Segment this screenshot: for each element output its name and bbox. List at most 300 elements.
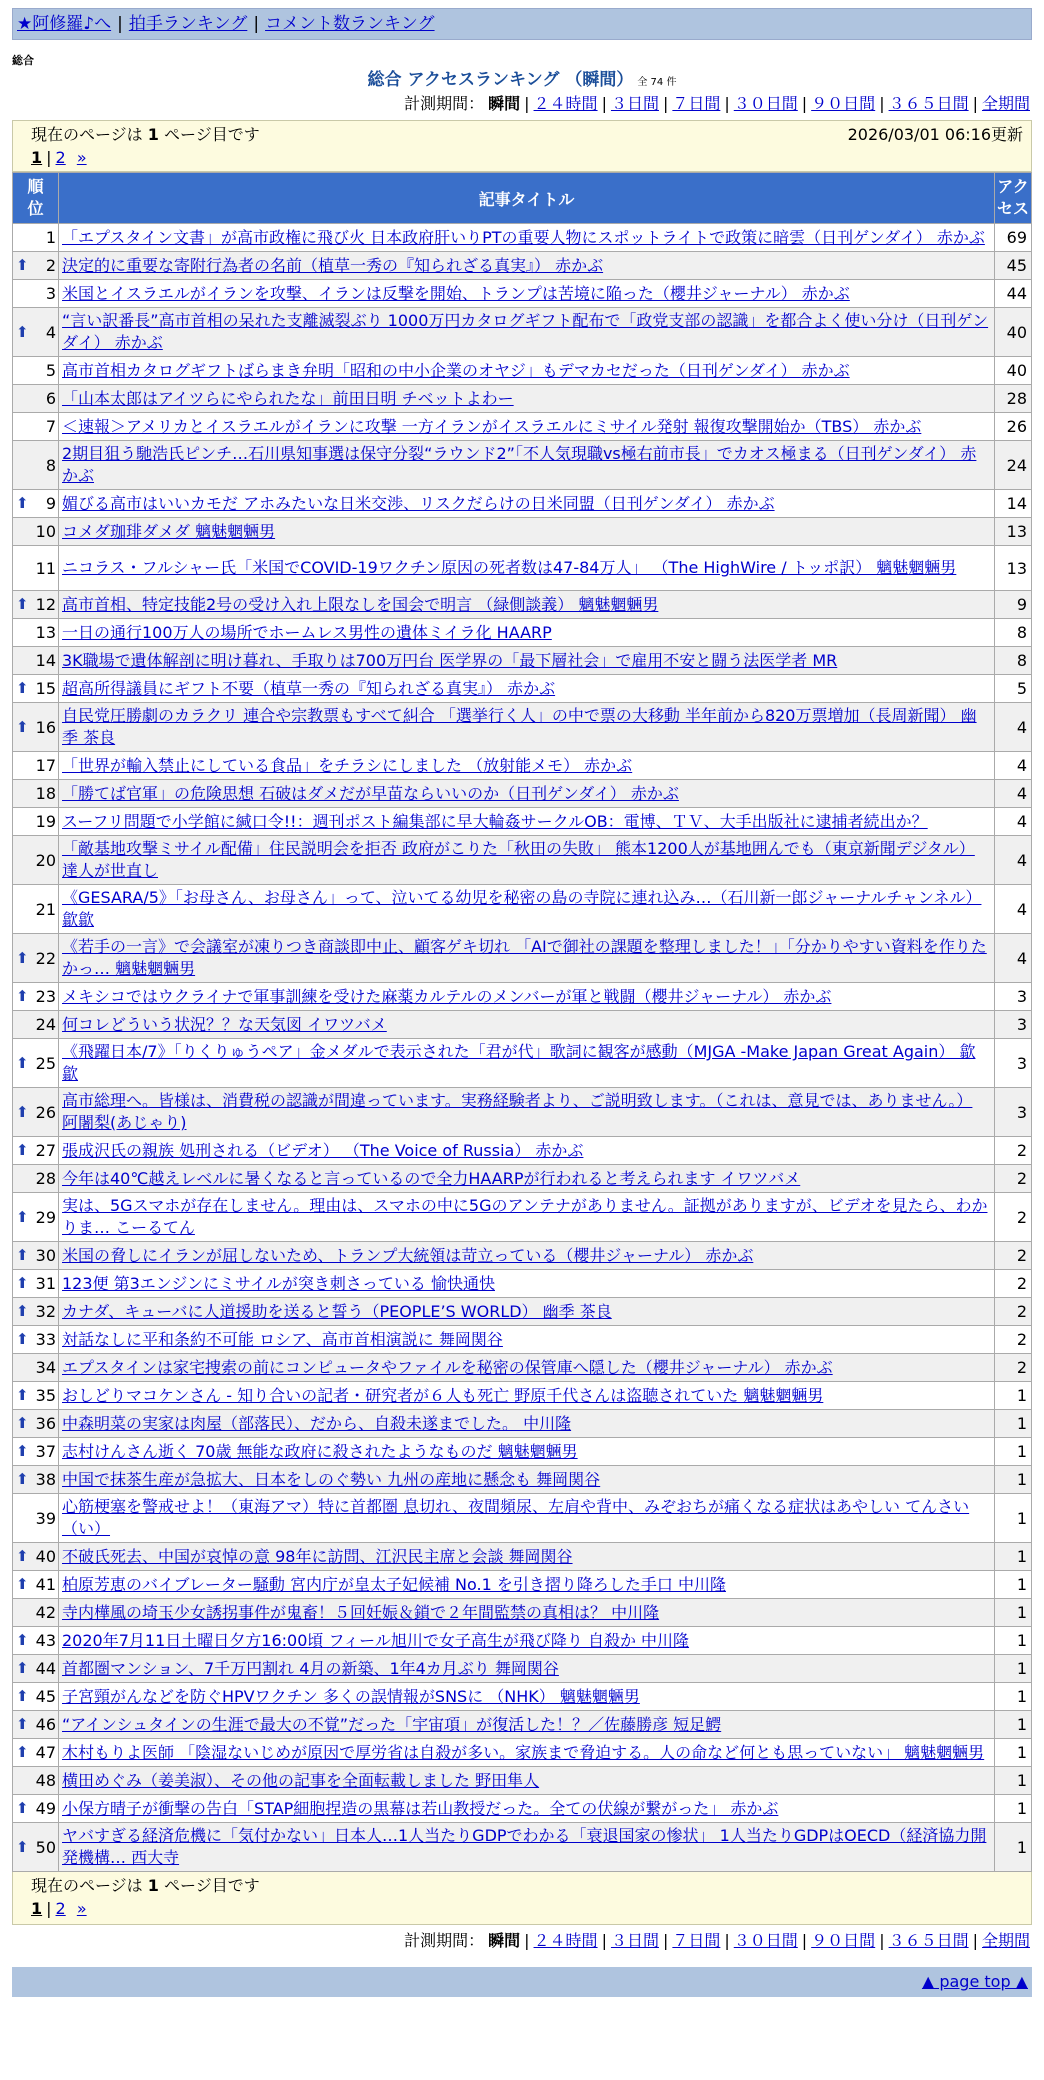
rank-number: 12 [35, 595, 56, 614]
rank-cell [13, 1795, 59, 1823]
access-count: 4 [995, 780, 1032, 808]
article-link[interactable]: エプスタインは家宅捜索の前にコンピュータやファイルを秘密の保管庫へ隠した（櫻井ジャーナル） 赤かぶ [62, 1357, 833, 1377]
ranking-table [12, 172, 1032, 1872]
up-arrow-icon: ⬆ [16, 1715, 29, 1733]
page-title-row [12, 68, 1032, 92]
rank-number: 46 [35, 1715, 56, 1734]
table-row [13, 1242, 1032, 1270]
table-row [13, 1088, 1032, 1137]
rank-cell [13, 1823, 59, 1872]
rank-cell [13, 1571, 59, 1599]
article-link[interactable]: 高市首相カタログギフトばらまき弁明「昭和の中小企業のオヤジ」もデマカセだった（日刊ゲンダイ） 赤かぶ [62, 360, 850, 380]
article-link[interactable]: 高市首相、特定技能2号の受け入れ上限なしを国会で明言 （緑側談義） 魑魅魍魎男 [62, 594, 659, 614]
period-link[interactable]: ３０日間 [733, 94, 798, 113]
table-row [13, 808, 1032, 836]
period-separator: | [972, 94, 978, 113]
up-arrow-icon: ⬆ [16, 1141, 29, 1159]
rank-number: 45 [35, 1687, 56, 1706]
article-link[interactable]: メキシコではウクライナで軍事訓練を受けた麻薬カルテルのメンバーが軍と戦闘（櫻井ジャーナル） 赤かぶ [62, 986, 832, 1006]
rank-cell [13, 675, 59, 703]
title-cell [59, 780, 995, 808]
rank-cell [13, 808, 59, 836]
rank-cell [13, 1193, 59, 1242]
access-count: 2 [995, 1165, 1032, 1193]
article-link[interactable]: 2期目狙う馳浩氏ピンチ…石川県知事選は保守分裂“ラウンド2”「不人気現職vs極右前市長」でカオス極まる（日刊ゲンダイ） 赤かぶ [62, 444, 977, 485]
period-separator: | [662, 1931, 669, 1950]
up-arrow-icon: ⬆ [16, 1799, 29, 1817]
rank-cell [13, 885, 59, 934]
article-link[interactable]: 媚びる高市はいいカモだ アホみたいな日米交渉、リスクだらけの日米同盟（日刊ゲンダイ） 赤かぶ [62, 493, 775, 513]
access-count: 1 [995, 1767, 1032, 1795]
table-row [13, 1466, 1032, 1494]
up-arrow-icon: ⬆ [16, 1386, 29, 1404]
rank-number: 42 [35, 1603, 56, 1622]
article-link[interactable]: 寺内樺風の埼玉少女誘拐事件が鬼畜！５回妊娠＆鎖で２年間監禁の真相は？ 中川隆 [62, 1602, 660, 1622]
access-count: 5 [995, 675, 1032, 703]
table-row [13, 1683, 1032, 1711]
period-separator: | [801, 1931, 808, 1950]
article-link[interactable]: ニコラス・フルシャー氏「米国でCOVID-19ワクチン原因の死者数は47-84万人」 （The HighWire / トッポ訳） 魑魅魍魎男 [62, 558, 957, 577]
page-2-link[interactable]: 2 [55, 1899, 66, 1918]
rank-cell [13, 836, 59, 885]
title-cell [59, 647, 995, 675]
table-row [13, 1137, 1032, 1165]
rank-number: 15 [35, 679, 56, 698]
table-row [13, 1354, 1032, 1382]
table-row [13, 1795, 1032, 1823]
article-link[interactable]: 木村もりよ医師 「陰湿ないじめが原因で厚労省は自殺が多い。家族まで脅迫する。人の命など何とも思っていない」 魑魅魍魎男 [62, 1742, 985, 1762]
rank-number: 35 [35, 1386, 56, 1405]
article-link[interactable]: 今年は40℃越えレベルに暑くなると言っているので全力HAARPが行われると考えられます イワツバメ [62, 1168, 801, 1188]
article-link[interactable]: 高市総理へ。皆様は、消費税の認識が間違っています。実務経験者より、ご説明致します。（これは、意見では、ありません。） 阿闍梨(あじゃり) [62, 1091, 973, 1132]
rank-number: 38 [35, 1470, 56, 1489]
access-count: 1 [995, 1438, 1032, 1466]
up-arrow-icon: ⬆ [16, 1207, 29, 1226]
table-row [13, 836, 1032, 885]
article-link[interactable]: 心筋梗塞を警戒せよ！（東海アマ）特に首都圏 息切れ、夜間頻尿、左肩や背中、みぞおちが痛くなる症状はあやしい てんさい（い） [62, 1497, 970, 1538]
title-cell [59, 385, 995, 413]
title-cell [59, 591, 995, 619]
title-cell [59, 1270, 995, 1298]
rank-number: 31 [35, 1274, 56, 1293]
footer-bar [12, 1967, 1032, 1997]
article-link[interactable]: 実は、5Gスマホが存在しません。理由は、スマホの中に5Gのアンテナがありません。証拠がありますが、ビデオを見たら、わかりま… こーるてん [62, 1196, 988, 1237]
rank-number: 16 [35, 717, 56, 737]
article-link[interactable]: おしどりマコケンさん - 知り合いの記者・研究者が６人も死亡 野原千代さんは盗聴されていた 魑魅魍魎男 [62, 1385, 824, 1405]
article-link[interactable]: 《飛躍日本/7》「りくりゅうペア」金メダルで表示された「君が代」歌詞に観客が感動（MJGA -Make Japan Great Again） 歙歙 [62, 1042, 976, 1083]
table-row [13, 703, 1032, 752]
table-row [13, 1494, 1032, 1543]
rank-number: 18 [35, 784, 56, 803]
access-count: 2 [995, 1354, 1032, 1382]
period-link[interactable]: ３日間 [610, 1931, 659, 1950]
rank-cell [13, 780, 59, 808]
rank-number: 34 [35, 1358, 56, 1377]
access-count: 4 [995, 934, 1032, 983]
up-arrow-icon: ⬆ [16, 1659, 29, 1677]
article-link[interactable]: 小保方晴子が衝撃の告白「STAP細胞捏造の黒幕は若山教授だった。全ての伏線が繋がった」 赤かぶ [62, 1798, 779, 1818]
article-link[interactable]: 不破氏死去、中国が哀悼の意 98年に訪問、江沢民主席と会談 舞岡関谷 [62, 1546, 573, 1566]
rank-cell [13, 280, 59, 308]
rank-number: 50 [35, 1837, 56, 1857]
access-count: 26 [995, 413, 1032, 441]
access-count: 4 [995, 885, 1032, 934]
period-link[interactable]: 全期間 [981, 1931, 1030, 1950]
home-link[interactable]: ★阿修羅♪へ [17, 14, 112, 34]
table-row [13, 1039, 1032, 1088]
rank-number: 9 [45, 494, 56, 513]
period-separator: | [879, 1931, 885, 1950]
article-count: 全 74 件 [637, 77, 677, 88]
up-arrow-icon: ⬆ [16, 1470, 29, 1488]
title-cell [59, 1823, 995, 1872]
rank-number: 47 [35, 1743, 56, 1762]
access-count: 2 [995, 1270, 1032, 1298]
table-row [13, 1438, 1032, 1466]
title-cell [59, 490, 995, 518]
breadcrumb: 総合 [12, 54, 34, 67]
article-link[interactable]: 志村けんさん逝く 70歳 無能な政府に殺されたようなものだ 魑魅魍魎男 [62, 1441, 578, 1461]
access-count: 1 [995, 1627, 1032, 1655]
article-link[interactable]: 《GESARA/5》「お母さん、お母さん」って、泣いてる幼児を秘密の島の寺院に連れ込み…（石川新一郎ジャーナルチャンネル） 歙歙 [62, 888, 982, 929]
period-link[interactable]: ９０日間 [811, 1931, 876, 1950]
rank-cell [13, 1599, 59, 1627]
article-link[interactable]: 中国で抹茶生産が急拡大、日本をしのぐ勢い 九州の産地に懸念も 舞岡関谷 [62, 1469, 601, 1489]
rank-number: 44 [35, 1659, 56, 1678]
rank-cell [13, 647, 59, 675]
title-cell [59, 1298, 995, 1326]
rank-number: 5 [45, 361, 56, 380]
period-link[interactable]: ９０日間 [811, 94, 876, 113]
table-row [13, 1382, 1032, 1410]
period-link[interactable]: ７日間 [672, 94, 721, 113]
table-row [13, 1543, 1032, 1571]
article-link[interactable]: 2020年7月11日土曜日夕方16:00頃 フィール旭川で女子高生が飛び降り 自殺か 中川隆 [62, 1630, 690, 1650]
article-link[interactable]: 子宮頸がんなどを防ぐHPVワクチン 多くの誤情報がSNSに （NHK） 魑魅魍魎男 [62, 1686, 640, 1706]
period-current: 瞬間 [488, 94, 521, 113]
up-arrow-icon: ⬆ [16, 987, 29, 1005]
page [12, 0, 1032, 1997]
period-link[interactable]: ３６５日間 [888, 1931, 969, 1950]
rank-cell [13, 308, 59, 357]
table-row [13, 252, 1032, 280]
article-link[interactable]: 「勝てば官軍」の危険思想 石破はダメだが早苗ならいいのか（日刊ゲンダイ） 赤かぶ [62, 783, 679, 803]
title-cell [59, 1739, 995, 1767]
title-cell [59, 675, 995, 703]
rank-number: 8 [45, 455, 56, 475]
rank-number: 24 [35, 1015, 56, 1034]
rank-cell [13, 441, 59, 490]
access-count: 9 [995, 591, 1032, 619]
title-cell [59, 1795, 995, 1823]
title-cell [59, 357, 995, 385]
title-cell [59, 619, 995, 647]
access-count: 2 [995, 1137, 1032, 1165]
title-cell [59, 1494, 995, 1543]
period-selector [12, 1929, 1032, 1953]
table-row [13, 308, 1032, 357]
article-link[interactable]: 「世界が輸入禁止にしている食品」をチラシにしました （放射能メモ） 赤かぶ [62, 755, 633, 775]
article-link[interactable]: 自民党圧勝劇のカラクリ 連合や宗教票もすべて糾合 「選挙行く人」の中で票の大移動 半年前から820万票増加（長周新聞） 幽季 茶良 [62, 706, 977, 747]
access-count: 1 [995, 1494, 1032, 1543]
clap-ranking-link[interactable]: 拍手ランキング [128, 14, 248, 34]
access-count: 1 [995, 1739, 1032, 1767]
up-arrow-icon: ⬆ [16, 1102, 29, 1121]
article-link[interactable]: 張成沢氏の親族 処刑される（ビデオ） （The Voice of Russia） 赤かぶ [62, 1140, 584, 1160]
rank-number: 48 [35, 1771, 56, 1790]
page-info-top [12, 120, 1032, 172]
period-separator: | [524, 1931, 530, 1950]
nav-separator: | [117, 14, 123, 34]
period-link[interactable]: ３０日間 [733, 1931, 798, 1950]
rank-cell [13, 1011, 59, 1039]
access-count: 8 [995, 619, 1032, 647]
rank-number: 27 [35, 1141, 56, 1160]
period-separator: | [662, 94, 669, 113]
rank-cell [13, 546, 59, 591]
up-arrow-icon: ⬆ [16, 1631, 29, 1649]
rank-number: 6 [45, 389, 56, 408]
access-count: 40 [995, 308, 1032, 357]
access-count: 1 [995, 1683, 1032, 1711]
access-count: 45 [995, 252, 1032, 280]
article-link[interactable]: 対話なしに平和条約不可能 ロシア、高市首相演説に 舞岡関谷 [62, 1329, 503, 1349]
period-link[interactable]: ３６５日間 [888, 94, 969, 113]
rank-number: 2 [45, 256, 56, 275]
rank-number: 30 [35, 1246, 56, 1265]
pagination-bottom: 1 | 2 » [31, 1899, 87, 1918]
article-link[interactable]: 決定的に重要な寄附行為者の名前（植草一秀の『知られざる真実』） 赤かぶ [62, 255, 604, 275]
up-arrow-icon: ⬆ [16, 1414, 29, 1432]
period-selector [12, 92, 1032, 116]
access-count: 1 [995, 1543, 1032, 1571]
rank-number: 37 [35, 1442, 56, 1461]
title-cell [59, 1242, 995, 1270]
title-cell [59, 1326, 995, 1354]
table-row [13, 1655, 1032, 1683]
rank-cell [13, 1137, 59, 1165]
article-link[interactable]: 超高所得議員にギフト不要（植草一秀の『知られざる真実』） 赤かぶ [62, 678, 556, 698]
rank-cell [13, 490, 59, 518]
title-cell [59, 252, 995, 280]
table-row [13, 546, 1032, 591]
table-row [13, 1627, 1032, 1655]
rank-cell [13, 1298, 59, 1326]
rank-number: 40 [35, 1547, 56, 1566]
rank-number: 4 [45, 322, 56, 342]
table-row [13, 1270, 1032, 1298]
article-link[interactable]: 中森明菜の実家は肉屋（部落民）、だから、自殺未遂までした。 中川隆 [62, 1413, 572, 1433]
article-link[interactable]: 《若手の一言》で会議室が凍りつき商談即中止、顧客ゲキ切れ 「AIで御社の課題を整理しました！」「分かりやすい資料を作りたかっ… 魑魅魍魎男 [62, 937, 987, 978]
up-arrow-icon: ⬆ [16, 948, 29, 967]
rank-cell [13, 1382, 59, 1410]
up-arrow-icon: ⬆ [16, 1575, 29, 1593]
rank-cell [13, 703, 59, 752]
table-row [13, 1326, 1032, 1354]
period-label: 計測期間： [404, 94, 485, 113]
rank-cell [13, 1354, 59, 1382]
table-row [13, 1711, 1032, 1739]
up-arrow-icon: ⬆ [16, 494, 29, 512]
up-arrow-icon: ⬆ [16, 1246, 29, 1264]
period-separator: | [724, 1931, 730, 1950]
page-info-bottom [12, 1872, 1032, 1925]
rank-cell [13, 1466, 59, 1494]
article-link[interactable]: 3K職場で遺体解剖に明け暮れ、手取りは700万円台 医学界の「最下層社会」で雇用不安と闘う法医学者 MR [62, 650, 838, 670]
article-link[interactable]: 柏原芳恵のバイブレーター騒動 宮内庁が皇太子妃候補 No.1 を引き摺り降ろした手口 中川隆 [62, 1574, 726, 1594]
access-count: 1 [995, 1795, 1032, 1823]
table-row [13, 647, 1032, 675]
access-count: 1 [995, 1823, 1032, 1872]
title-cell [59, 1655, 995, 1683]
access-count: 24 [995, 441, 1032, 490]
up-arrow-icon: ⬆ [16, 322, 29, 341]
top-nav [12, 8, 1032, 40]
access-count: 1 [995, 1382, 1032, 1410]
access-count: 2 [995, 1298, 1032, 1326]
comment-ranking-link[interactable]: コメント数ランキング [265, 14, 435, 34]
nav-separator: | [253, 14, 260, 34]
article-link[interactable]: 米国の脅しにイランが屈しないため、トランプ大統領は苛立っている（櫻井ジャーナル） 赤かぶ [62, 1245, 754, 1265]
title-cell [59, 1683, 995, 1711]
period-link[interactable]: ２４時間 [533, 1931, 598, 1950]
title-cell [59, 441, 995, 490]
title-cell [59, 1354, 995, 1382]
rank-cell [13, 1438, 59, 1466]
table-row [13, 441, 1032, 490]
table-row [13, 983, 1032, 1011]
up-arrow-icon: ⬆ [16, 595, 29, 613]
access-count: 1 [995, 1599, 1032, 1627]
rank-cell [13, 1627, 59, 1655]
rank-cell [13, 518, 59, 546]
title-cell [59, 308, 995, 357]
article-link[interactable]: 「山本太郎はアイツらにやられたな」前田日明 チベットよわー [62, 388, 514, 408]
period-current: 瞬間 [488, 1931, 521, 1950]
table-row [13, 780, 1032, 808]
title-cell [59, 808, 995, 836]
page-2-link[interactable]: 2 [55, 148, 66, 167]
rank-number: 32 [35, 1302, 56, 1321]
period-separator: | [879, 94, 885, 113]
access-count: 3 [995, 1088, 1032, 1137]
next-page-link[interactable]: » [76, 148, 87, 167]
article-link[interactable]: 「敵基地攻撃ミサイル配備」住民説明会を拒否 政府がこりた「秋田の失敗」 熊本1200人が基地囲んでも（東京新聞デジタル） 達人が世直し [62, 839, 975, 880]
article-link[interactable]: スーフリ問題で小学館に緘口令!!：週刊ポスト編集部に早大輪姦サークルOB：電博、ＴＶ、大手出版社に逮捕者続出か？ [62, 811, 928, 831]
table-row [13, 1739, 1032, 1767]
title-cell [59, 752, 995, 780]
pagination-top: 1 | 2 » [31, 148, 87, 167]
access-count: 3 [995, 1039, 1032, 1088]
rank-number: 11 [35, 558, 56, 578]
page-top-link[interactable]: ▲ page top ▲ [921, 1972, 1028, 1991]
rank-number: 43 [35, 1631, 56, 1650]
period-separator: | [524, 94, 530, 113]
rank-cell [13, 591, 59, 619]
article-link[interactable]: 横田めぐみ（姜美淑）、その他の記事を全面転載しました 野田隼人 [62, 1770, 540, 1790]
title-cell [59, 1627, 995, 1655]
rank-number: 41 [35, 1575, 56, 1594]
period-separator: | [601, 94, 607, 113]
article-link[interactable]: 123便 第3エンジンにミサイルが突き刺さっている 愉快通快 [62, 1273, 495, 1293]
access-count: 1 [995, 1711, 1032, 1739]
title-cell [59, 1165, 995, 1193]
article-link[interactable]: 首都圏マンション、7千万円割れ 4月の新築、1年4カ月ぶり 舞岡関谷 [62, 1658, 559, 1678]
rank-number: 23 [35, 987, 56, 1006]
title-cell [59, 1466, 995, 1494]
rank-cell [13, 1655, 59, 1683]
page-status: 現在のページは 1 ページ目です [31, 125, 260, 144]
table-row [13, 619, 1032, 647]
article-link[interactable]: ヤバすぎる経済危機に「気付かない」日本人…1人当たりGDPでわかる「衰退国家の惨状」 1人当たりGDPはOECD（経済協力開発機構… 西大寺 [62, 1826, 987, 1867]
title-cell [59, 413, 995, 441]
table-row [13, 675, 1032, 703]
title-cell [59, 703, 995, 752]
access-count: 1 [995, 1410, 1032, 1438]
table-row [13, 752, 1032, 780]
title-cell [59, 1543, 995, 1571]
rank-cell [13, 1410, 59, 1438]
article-link[interactable]: カナダ、キューバに人道援助を送ると誓う（PEOPLE’S WORLD） 幽季 茶良 [62, 1301, 612, 1321]
article-link[interactable]: 何コレどういう状況？？な天気図 イワツバメ [62, 1014, 387, 1034]
up-arrow-icon: ⬆ [16, 1687, 29, 1705]
title-cell [59, 983, 995, 1011]
title-cell [59, 280, 995, 308]
title-header: 記事タイトル [59, 173, 995, 224]
period-link[interactable]: 全期間 [981, 94, 1030, 113]
table-row [13, 490, 1032, 518]
page-1-current: 1 [31, 1899, 43, 1918]
up-arrow-icon: ⬆ [16, 1053, 29, 1072]
access-count: 28 [995, 385, 1032, 413]
article-link[interactable]: 一日の通行100万人の場所でホームレス男性の遺体ミイラ化 HAARP [62, 622, 552, 642]
title-cell [59, 1410, 995, 1438]
rank-cell [13, 934, 59, 983]
article-link[interactable]: 「エプスタイン文書」が高市政権に飛び火 日本政府肝いりPTの重要人物にスポットライトで政策に暗雲（日刊ゲンダイ） 赤かぶ [62, 227, 985, 247]
article-link[interactable]: ＜速報＞アメリカとイスラエルがイランに攻撃 一方イランがイスラエルにミサイル発射 報復攻撃開始か（TBS） 赤かぶ [62, 416, 922, 436]
rank-number: 20 [35, 850, 56, 870]
rank-number: 1 [45, 228, 56, 247]
access-count: 14 [995, 490, 1032, 518]
rank-cell [13, 1711, 59, 1739]
rank-cell [13, 252, 59, 280]
title-cell [59, 836, 995, 885]
rank-number: 25 [35, 1053, 56, 1073]
table-row [13, 1410, 1032, 1438]
period-link[interactable]: ７日間 [672, 1931, 721, 1950]
up-arrow-icon: ⬆ [16, 717, 29, 736]
up-arrow-icon: ⬆ [16, 1837, 29, 1856]
next-page-link[interactable]: » [76, 1899, 87, 1918]
rank-number: 29 [35, 1207, 56, 1227]
access-count: 3 [995, 983, 1032, 1011]
period-separator: | [801, 94, 808, 113]
article-link[interactable]: 米国とイスラエルがイランを攻撃、イランは反撃を開始、トランプは苦境に陥った（櫻井ジャーナル） 赤かぶ [62, 283, 850, 303]
article-link[interactable]: コメダ珈琲ダメダ 魑魅魍魎男 [62, 521, 276, 541]
period-link[interactable]: ２４時間 [533, 94, 598, 113]
rank-cell [13, 1739, 59, 1767]
rank-number: 22 [35, 948, 56, 968]
table-row [13, 1011, 1032, 1039]
article-link[interactable]: “アインシュタインの生涯で最大の不覚”だった「宇宙項」が復活した！？／佐藤勝彦 短足鰐 [62, 1714, 722, 1734]
rank-cell [13, 983, 59, 1011]
title-cell [59, 1711, 995, 1739]
up-arrow-icon: ⬆ [16, 1442, 29, 1460]
article-link[interactable]: “言い訳番長”高市首相の呆れた支離滅裂ぶり 1000万円カタログギフト配布で「政党支部の認識」を都合よく使い分け（日刊ゲンダイ） 赤かぶ [62, 311, 989, 352]
table-row [13, 357, 1032, 385]
period-link[interactable]: ３日間 [610, 94, 659, 113]
table-row [13, 1823, 1032, 1872]
